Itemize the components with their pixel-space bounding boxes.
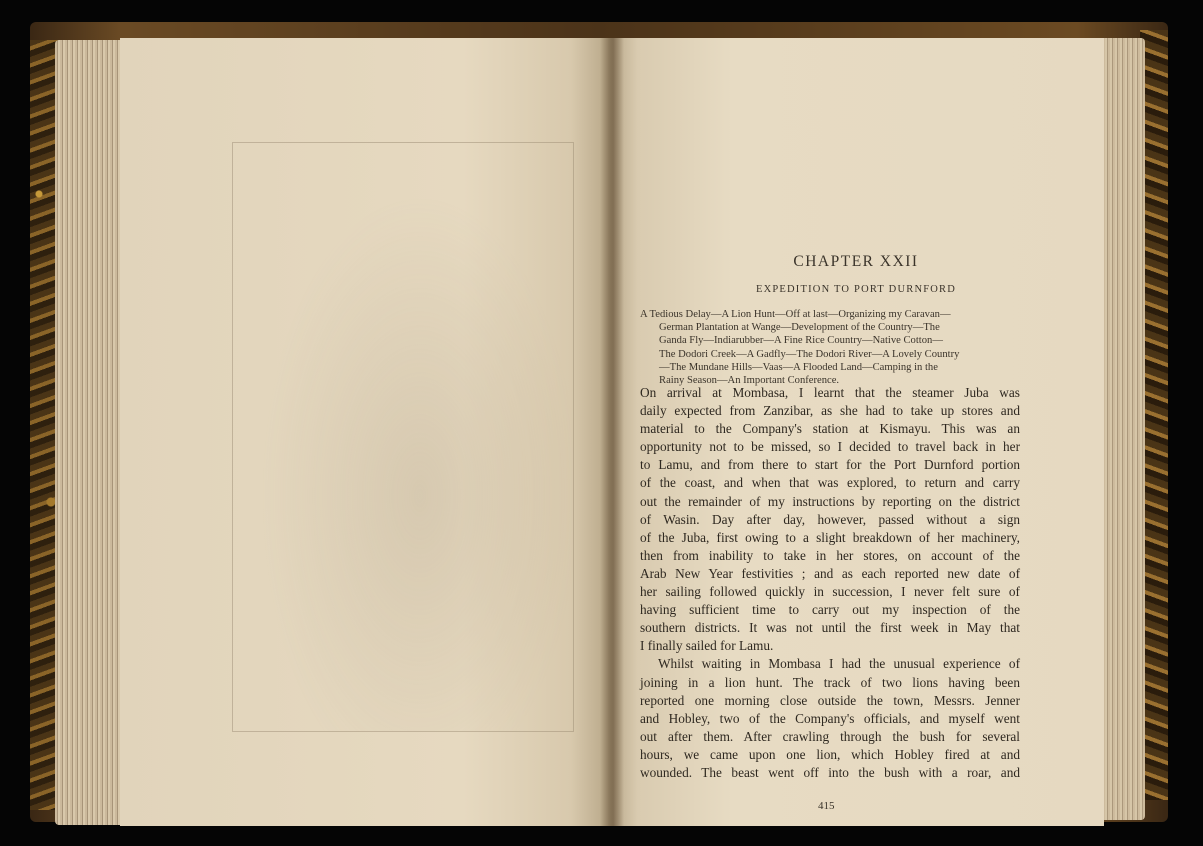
body-line: of the coast, and when that was explored, to return and carry bbox=[640, 475, 1020, 491]
book-gutter bbox=[600, 38, 624, 826]
body-line: southern districts. It was not until the first week in May that bbox=[640, 620, 1020, 636]
synopsis-line: German Plantation at Wange—Development of the Country—The bbox=[659, 322, 940, 334]
chapter-title: CHAPTER XXII bbox=[793, 253, 919, 270]
body-line: daily expected from Zanzibar, as she had to take up stores and bbox=[640, 403, 1020, 419]
synopsis-line: Rainy Season—An Important Conference. bbox=[659, 375, 840, 387]
body-line: joining in a lion hunt. The track of two lions having been bbox=[640, 674, 1020, 690]
page-edges-left bbox=[55, 40, 130, 825]
body-line: I finally sailed for Lamu. bbox=[640, 638, 774, 654]
body-line: opportunity not to be missed, so I decided to travel back in her bbox=[640, 439, 1020, 455]
body-line: wounded. The beast went off into the bush with a roar, and bbox=[640, 764, 1020, 780]
chapter-synopsis bbox=[640, 308, 1016, 387]
body-line: her sailing followed quickly in succession, I never felt sure of bbox=[640, 584, 1020, 600]
page-edges-right bbox=[1100, 38, 1145, 820]
illustration-plate-offset bbox=[232, 142, 574, 732]
synopsis-line: A Tedious Delay—A Lion Hunt—Off at last—Organizing my Caravan— bbox=[640, 309, 951, 320]
synopsis-line: —The Mundane Hills—Vaas—A Flooded Land—Camping in the bbox=[659, 361, 938, 373]
chapter-body-text bbox=[640, 384, 1020, 782]
body-line: material to the Company's station at Kismayu. This was an bbox=[640, 421, 1020, 437]
chapter-subtitle: EXPEDITION TO PORT DURNFORD bbox=[755, 284, 957, 295]
page-number: 415 bbox=[818, 800, 835, 812]
body-line: having sufficient time to carry out my inspection of the bbox=[640, 602, 1020, 618]
body-line: Arab New Year festivities ; and as each reported new date of bbox=[640, 565, 1020, 581]
body-line: of the Juba, first owing to a slight breakdown of her machinery, bbox=[640, 529, 1020, 545]
body-line: then from inability to take in her stores, on account of the bbox=[640, 547, 1020, 563]
body-line: reported one morning close outside the town, Messrs. Jenner bbox=[640, 692, 1020, 708]
body-line: hours, we came upon one lion, which Hobley fired at and bbox=[640, 746, 1020, 762]
body-line: and Hobley, two of the Company's officials, and myself went bbox=[640, 710, 1020, 726]
body-line: of Wasin. Day after day, however, passed without a sign bbox=[640, 511, 1020, 527]
body-line: to Lamu, and from there to start for the Port Durnford portion bbox=[640, 457, 1020, 473]
body-line: out after them. After crawling through the bush for several bbox=[640, 728, 1020, 744]
body-line: On arrival at Mombasa, I learnt that the steamer Juba was bbox=[640, 385, 1020, 400]
synopsis-line: The Dodori Creek—A Gadfly—The Dodori River—A Lovely Country bbox=[659, 348, 960, 360]
body-line: Whilst waiting in Mombasa I had the unusual experience of bbox=[658, 656, 1020, 672]
body-line: out the remainder of my instructions by reporting on the district bbox=[640, 493, 1020, 509]
synopsis-line: Ganda Fly—Indiarubber—A Fine Rice Country—Native Cotton— bbox=[659, 335, 943, 347]
